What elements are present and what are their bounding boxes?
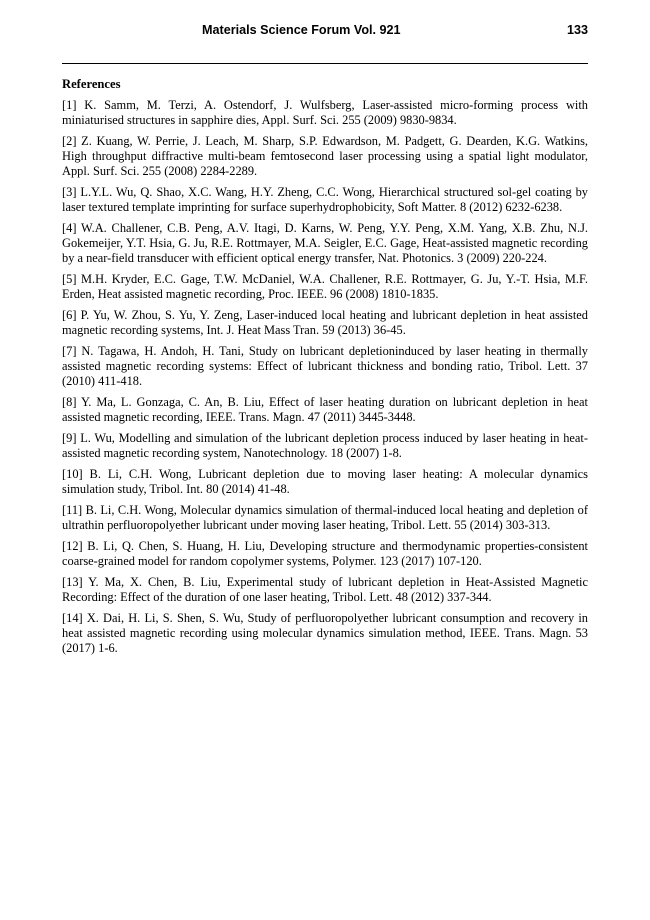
reference-item: [12] B. Li, Q. Chen, S. Huang, H. Liu, Developing structure and thermodynamic properties-consistent coarse-grained model for random copolymer systems, Polymer. 123 (2017) 107-120. — [62, 538, 588, 568]
page-number: 133 — [566, 23, 588, 37]
reference-item: [8] Y. Ma, L. Gonzaga, C. An, B. Liu, Effect of laser heating duration on lubricant depletion in heat assisted magnetic recording, IEEE. Trans. Magn. 47 (2011) 3445-3448. — [62, 394, 588, 424]
reference-item: [13] Y. Ma, X. Chen, B. Liu, Experimental study of lubricant depletion in Heat-Assisted Magnetic Recording: Effect of the duration of one laser heating, Tribol. Lett. 48 (2012) 337-344. — [62, 574, 588, 604]
reference-item: [1] K. Samm, M. Terzi, A. Ostendorf, J. Wulfsberg, Laser-assisted micro-forming process with miniaturised structures in sapphire dies, Appl. Surf. Sci. 255 (2009) 9830-9834. — [62, 98, 588, 127]
reference-item: [4] W.A. Challener, C.B. Peng, A.V. Itagi, D. Karns, W. Peng, Y.Y. Peng, X.M. Yang, X.B. Zhu, N.J. Gokemeijer, Y.T. Hsia, G. Ju, R.E. Rottmayer, M.A. Seigler, E.C. Gage, Heat-assisted magnetic recording by a near-field transducer with efficient optical energy transfer, Nat. Photonics. 3 (2009) 220-224. — [62, 220, 588, 265]
references-heading: References — [62, 77, 121, 91]
reference-item: [9] L. Wu, Modelling and simulation of the lubricant depletion process induced by laser heating in heat-assisted magnetic recording system, Nanotechnology. 18 (2007) 1-8. — [62, 430, 588, 460]
reference-item: [10] B. Li, C.H. Wong, Lubricant depletion due to moving laser heating: A molecular dynamics simulation study, Tribol. Int. 80 (2014) 41-48. — [62, 466, 588, 496]
header-rule — [62, 63, 588, 64]
reference-item: [6] P. Yu, W. Zhou, S. Yu, Y. Zeng, Laser-induced local heating and lubricant depletion in heat assisted magnetic recording systems, Int. J. Heat Mass Tran. 59 (2013) 36-45. — [62, 307, 588, 337]
reference-item: [5] M.H. Kryder, E.C. Gage, T.W. McDaniel, W.A. Challener, R.E. Rottmayer, G. Ju, Y.-T. Hsia, M.F. Erden, Heat assisted magnetic recording, Proc. IEEE. 96 (2008) 1810-1835. — [62, 271, 588, 301]
reference-item: [14] X. Dai, H. Li, S. Shen, S. Wu, Study of perfluoropolyether lubricant consumption and recovery in heat assisted magnetic recording using molecular dynamics simulation method, IEEE. Trans. Magn. 53 (2017) 1-6. — [62, 610, 588, 655]
journal-title: Materials Science Forum Vol. 921 — [202, 23, 401, 37]
reference-item: [7] N. Tagawa, H. Andoh, H. Tani, Study on lubricant depletioninduced by laser heating in thermally assisted magnetic recording systems: Effect of lubricant thickness and bonding ratio, Tribol. Lett. 37 (2010) 411-418. — [62, 343, 588, 388]
running-header — [62, 23, 588, 43]
reference-item: [2] Z. Kuang, W. Perrie, J. Leach, M. Sharp, S.P. Edwardson, M. Padgett, G. Dearden, K.G. Watkins, High throughput diffractive multi-beam femtosecond laser processing using a spatial light modulator, Appl. Surf. Sci. 255 (2008) 2284-2289. — [62, 134, 588, 178]
reference-list — [62, 98, 588, 662]
reference-item: [11] B. Li, C.H. Wong, Molecular dynamics simulation of thermal-induced local heating and depletion of ultrathin perfluoropolyether lubricant under moving laser heating, Tribol. Lett. 55 (2014) 303-313. — [62, 502, 588, 532]
reference-item: [3] L.Y.L. Wu, Q. Shao, X.C. Wang, H.Y. Zheng, C.C. Wong, Hierarchical structured sol-gel coating by laser textured template imprinting for surface superhydrophobicity, Soft Matter. 8 (2012) 6232-6238. — [62, 184, 588, 214]
